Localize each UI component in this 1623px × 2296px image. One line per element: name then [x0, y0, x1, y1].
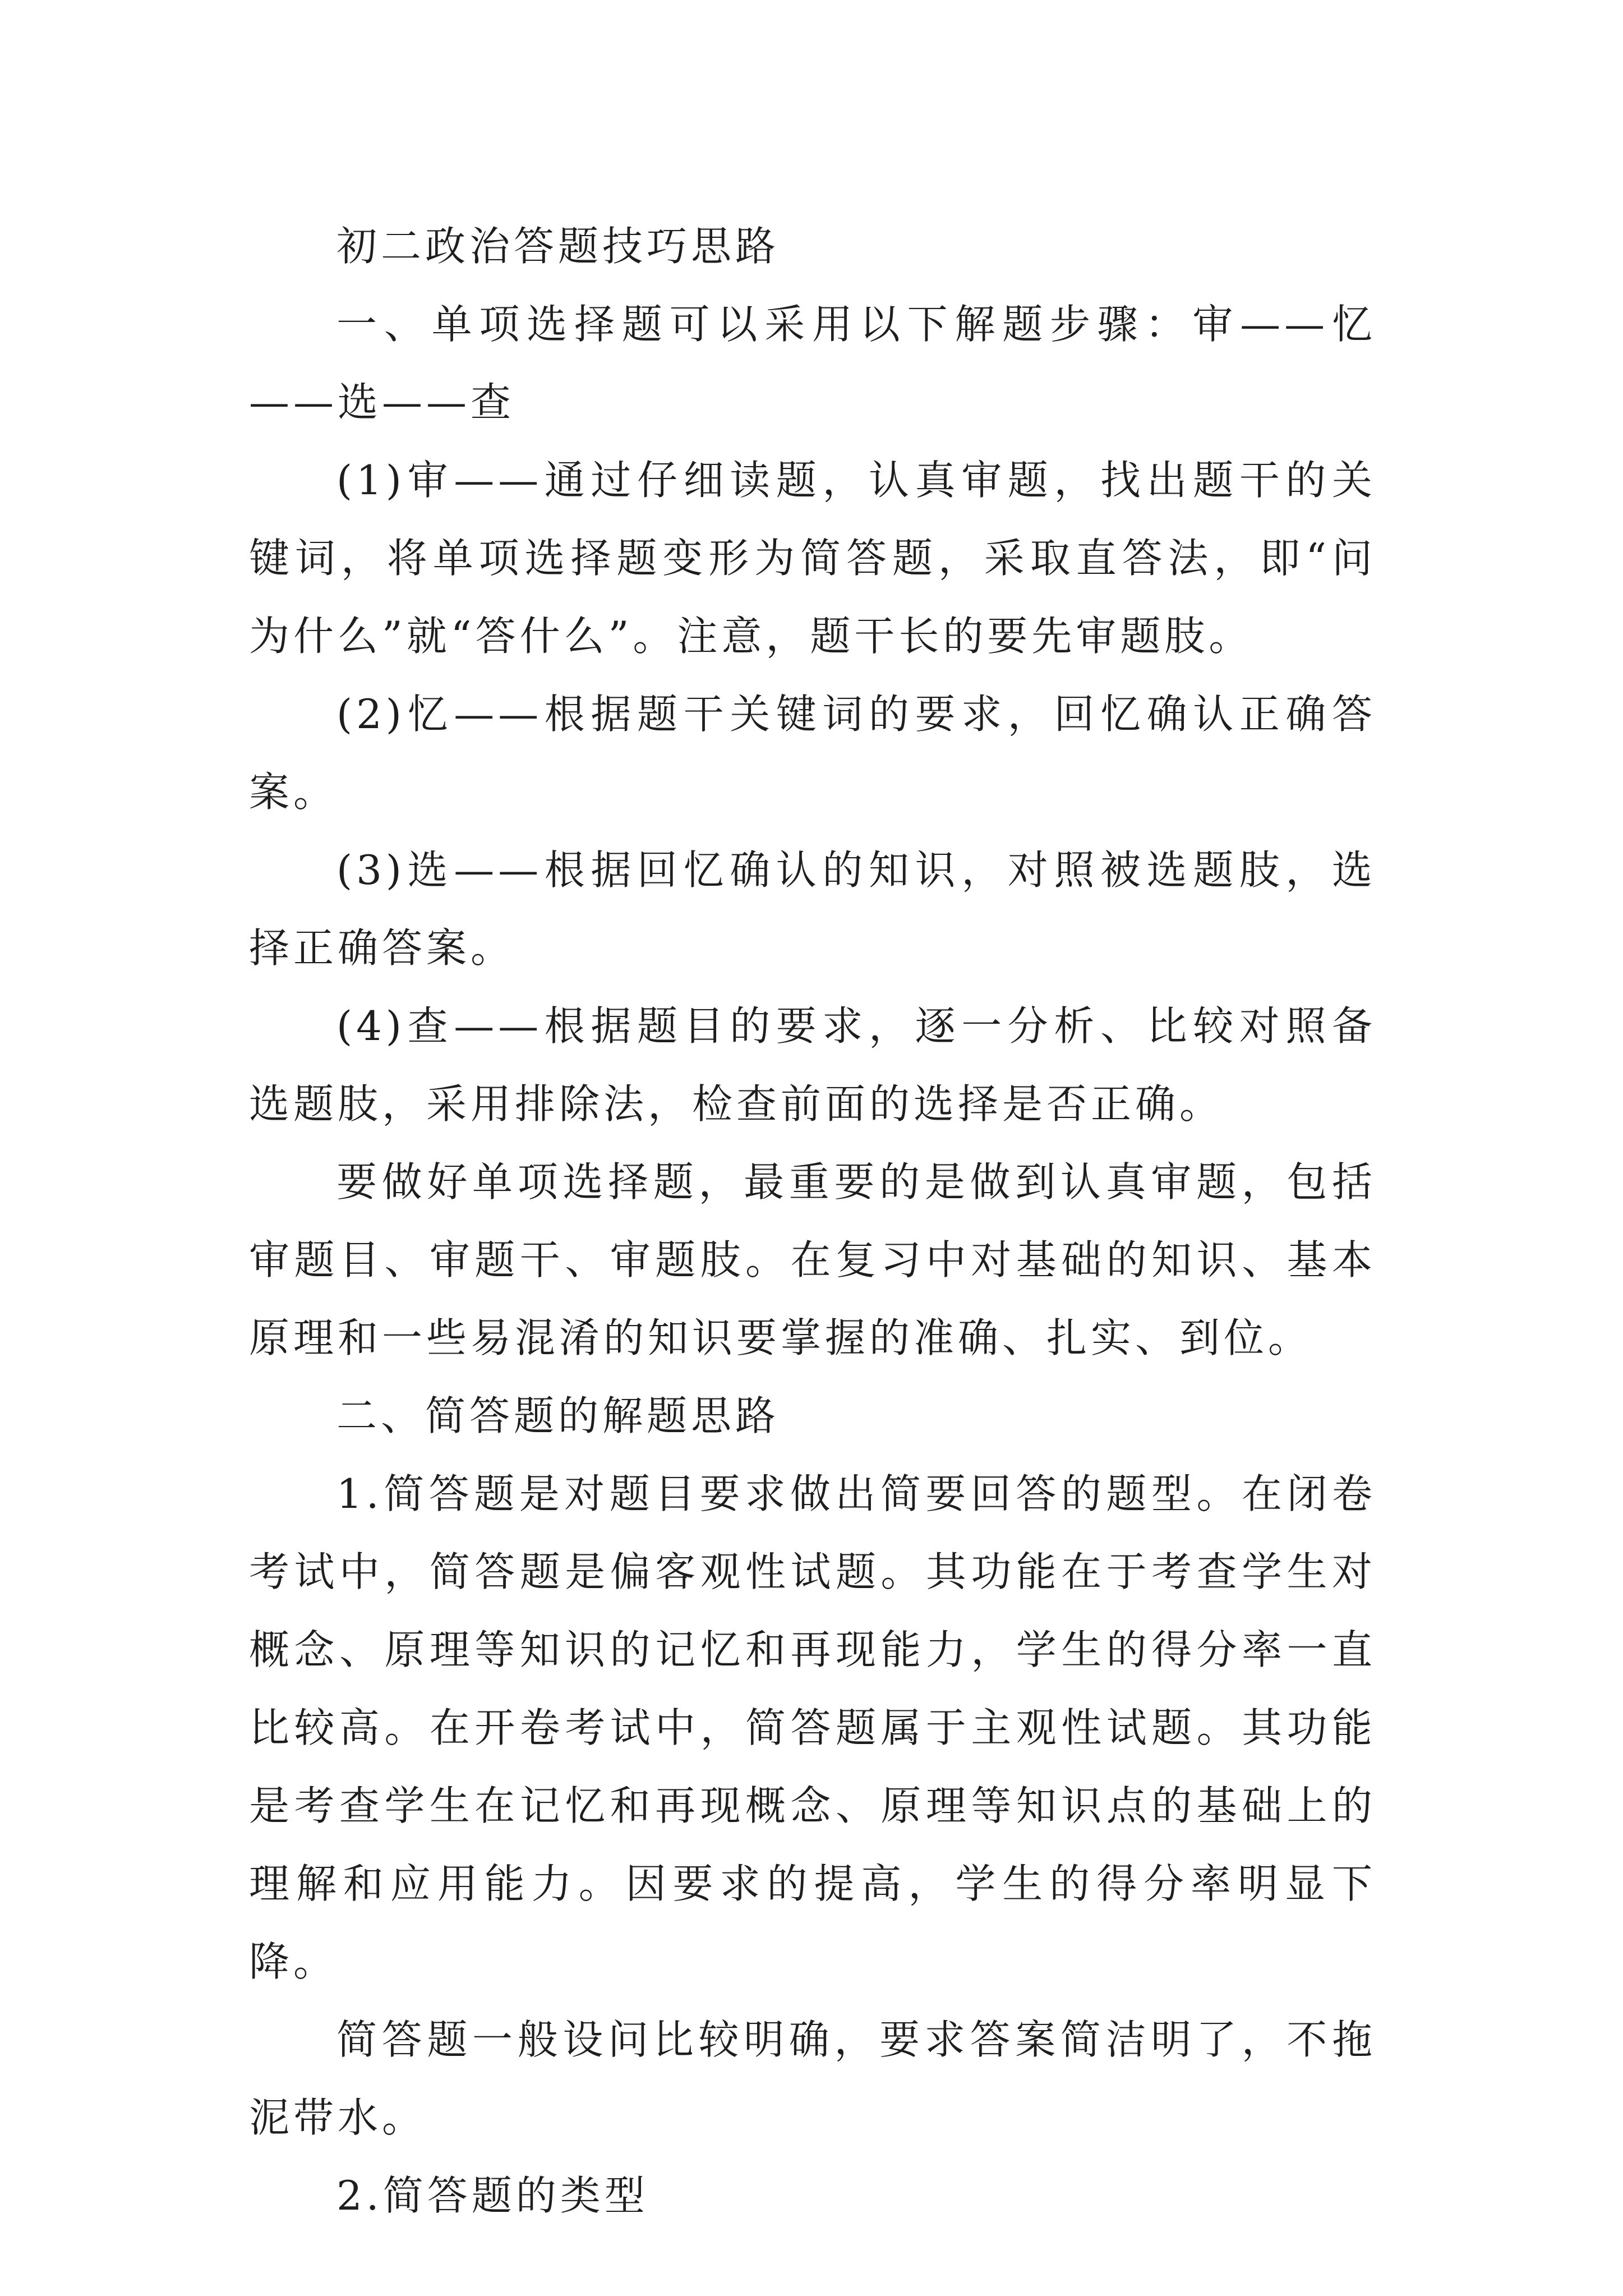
paragraph-step-select: (3)选——根据回忆确认的知识，对照被选题肢，选择正确答案。 [249, 846, 1376, 972]
section-heading-short-answer: 二、简答题的解题思路 [336, 1392, 780, 1439]
document-body [249, 208, 1376, 2235]
paragraph-short-answer-definition: 1.简答题是对题目要求做出简要回答的题型。在闭卷考试中，简答题是偏客观性试题。其功能在于考查学生对概念、原理等知识的记忆和再现能力，学生的得分率一直比较高。在开卷考试中，简答题属于主观性试题。其功能是考查学生在记忆和再现概念、原理等知识点的基础上的理解和应用能力。因要求的提高，学生的得分率明显下降。 [249, 1470, 1376, 1985]
paragraph-step-review: (1)审——通过仔细读题，认真审题，找出题干的关键词，将单项选择题变形为简答题，采取直答法，即“问为什么”就“答什么”。注意，题干长的要先审题肢。 [249, 457, 1376, 660]
section-heading-single-choice: 一、单项选择题可以采用以下解题步骤：审——忆——选——查 [249, 301, 1376, 426]
paragraph-step-check: (4)查——根据题目的要求，逐一分析、比较对照备选题肢，采用排除法，检查前面的选择是否正确。 [249, 1002, 1376, 1128]
document-title: 初二政治答题技巧思路 [336, 223, 780, 270]
paragraph-short-answer-types: 2.简答题的类型 [336, 2172, 649, 2219]
paragraph-step-recall: (2)忆——根据题干关键词的要求，回忆确认正确答案。 [249, 691, 1376, 816]
paragraph-short-answer-requirement: 简答题一般设问比较明确，要求答案简洁明了，不拖泥带水。 [249, 2016, 1376, 2141]
paragraph-single-choice-summary: 要做好单项选择题，最重要的是做到认真审题，包括审题目、审题干、审题肢。在复习中对基础的知识、基本原理和一些易混淆的知识要掌握的准确、扎实、到位。 [249, 1158, 1376, 1361]
